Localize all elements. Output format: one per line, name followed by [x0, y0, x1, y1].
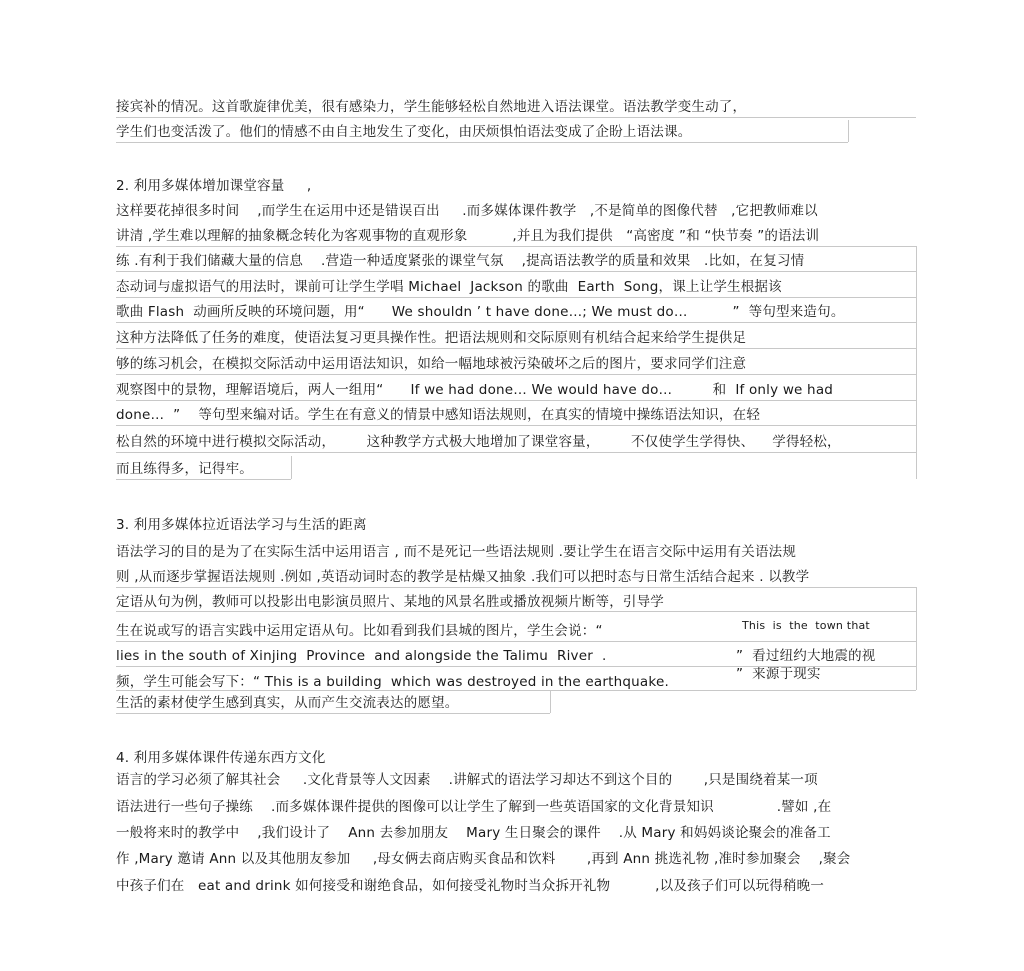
text-line: 练 .有利于我们储藏大量的信息 .营造一种适度紧张的课堂气氛 ,提高语法教学的质量和效果 .比如，在复习情 [116, 253, 805, 269]
underline-rule [116, 452, 916, 453]
underline-rule [116, 713, 550, 714]
box-edge [916, 587, 917, 690]
text-line: 生在说或写的语言实践中运用定语从句。比如看到我们县城的图片，学生会说：“ [116, 623, 603, 639]
floating-text: ” 来源于现实 [736, 666, 821, 682]
section-heading: 2. 利用多媒体增加课堂容量 , [116, 178, 312, 194]
underline-rule [116, 246, 916, 247]
underline-rule [116, 142, 848, 143]
text-line: 接宾补的情况。这首歌旋律优美，很有感染力，学生能够轻松自然地进入语法课堂。语法教学变生动了， [116, 99, 747, 115]
text-line: 而且练得多，记得牢。 [116, 461, 253, 477]
underline-rule [116, 611, 916, 612]
underline-rule [116, 348, 916, 349]
underline-rule [116, 297, 916, 298]
text-line: done… ” 等句型来编对话。学生在有意义的情景中感知语法规则，在真实的情境中操练语法知识，在轻 [116, 407, 761, 423]
underline-rule [116, 400, 916, 401]
text-line: 定语从句为例，教师可以投影出电影演员照片、某地的风景名胜或播放视频片断等，引导学 [116, 594, 664, 610]
text-line: 作 ,Mary 邀请 Ann 以及其他朋友参加 ,母女俩去商店购买食品和饮料 ,再到 Ann 挑选礼物 ,准时参加聚会 ,聚会 [116, 851, 851, 867]
floating-text: This is the town that [742, 619, 870, 632]
text-line: 频，学生可能会写下：“ This is a building which was destroyed in the earthquake. [116, 674, 669, 690]
underline-rule [116, 641, 916, 642]
underline-rule [116, 374, 916, 375]
text-line: 态动词与虚拟语气的用法时，课前可让学生学唱 Michael Jackson 的歌曲 Earth Song，课上让学生根据该 [116, 279, 782, 295]
box-edge [550, 690, 551, 713]
section-heading: 4. 利用多媒体课件传递东西方文化 [116, 750, 326, 766]
underline-rule [116, 690, 916, 691]
text-line: 讲清 ,学生难以理解的抽象概念转化为客观事物的直观形象 ,并且为我们提供 “高密度 ”和 “快节奏 ”的语法训 [116, 228, 820, 244]
text-line: 歌曲 Flash 动画所反映的环境问题，用“ We shouldn ’ t have done…; We must do… ” 等句型来造句。 [116, 304, 845, 320]
underline-rule [116, 322, 916, 323]
text-line: 这样要花掉很多时间 ,而学生在运用中还是错误百出 .而多媒体课件教学 ,不是简单的图像代替 ,它把教师难以 [116, 203, 818, 219]
underline-rule [116, 425, 916, 426]
text-line: 语言的学习必须了解其社会 .文化背景等人文因素 .讲解式的语法学习却达不到这个目的 ,只是围绕着某一项 [116, 772, 818, 788]
box-edge [291, 456, 292, 479]
floating-text: ” 看过纽约大地震的视 [736, 648, 876, 664]
text-line: 学生们也变活泼了。他们的情感不由自主地发生了变化，由厌烦惧怕语法变成了企盼上语法课。 [116, 124, 692, 140]
text-line: 这种方法降低了任务的难度，使语法复习更具操作性。把语法规则和交际原则有机结合起来给学生提供足 [116, 330, 747, 346]
text-line: 观察图中的景物，理解语境后，两人一组用“ If we had done… We would have do… 和 If only we had [116, 382, 834, 398]
underline-rule [116, 271, 916, 272]
text-line: 生活的素材使学生感到真实，从而产生交流表达的愿望。 [116, 695, 459, 711]
text-line: 则 ,从而逐步掌握语法规则 .例如 ,英语动词时态的教学是枯燥又抽象 .我们可以把时态与日常生活结合起来 . 以教学 [116, 569, 810, 585]
text-line: lies in the south of Xinjing Province and alongside the Talimu River . [116, 648, 607, 664]
underline-rule [116, 587, 916, 588]
text-line: 语法进行一些句子操练 .而多媒体课件提供的图像可以让学生了解到一些英语国家的文化背景知识 .譬如 ,在 [116, 799, 832, 815]
box-edge [916, 246, 917, 479]
text-line: 中孩子们在 eat and drink 如何接受和谢绝食品，如何接受礼物时当众拆开礼物 ,以及孩子们可以玩得稍晚一 [116, 878, 825, 894]
text-line: 松自然的环境中进行模拟交际活动， 这种教学方式极大地增加了课堂容量， 不仅使学生学得快、 学得轻松， [116, 434, 841, 450]
underline-rule [116, 666, 916, 667]
text-line: 一般将来时的教学中 ,我们设计了 Ann 去参加朋友 Mary 生日聚会的课件 .从 Mary 和妈妈谈论聚会的准备工 [116, 825, 831, 841]
underline-rule [116, 479, 291, 480]
underline-rule [116, 117, 916, 118]
text-line: 语法学习的目的是为了在实际生活中运用语言 , 而不是死记一些语法规则 .要让学生在语言交际中运用有关语法规 [116, 544, 797, 560]
section-heading: 3. 利用多媒体拉近语法学习与生活的距离 [116, 517, 367, 533]
text-line: 够的练习机会，在模拟交际活动中运用语法知识，如给一幅地球被污染破坏之后的图片，要求同学们注意 [116, 356, 747, 372]
box-edge [848, 120, 849, 142]
